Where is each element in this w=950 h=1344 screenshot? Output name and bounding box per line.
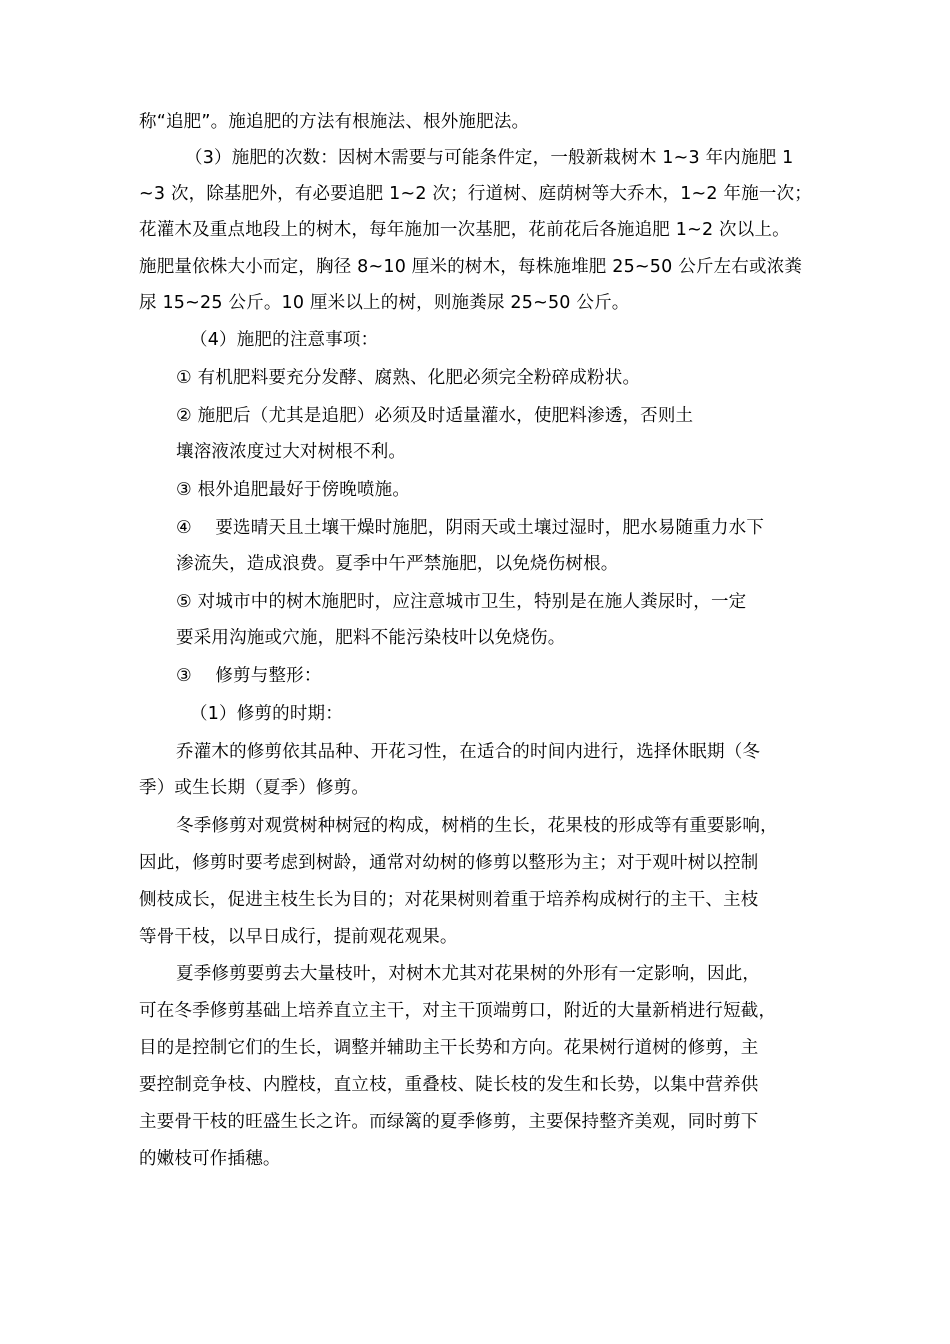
- text-line-9: ② 施肥后（尤其是追肥）必须及时适量灌水，使肥料渗透，否则土: [176, 406, 694, 426]
- text-line-20: 冬季修剪对观赏树种树冠的构成，树梢的生长，花果枝的形成等有重要影响，: [176, 816, 778, 836]
- text-line-12: ④ 要选晴天且土壤干燥时施肥，阴雨天或土壤过湿时，肥水易随重力水下: [176, 518, 765, 538]
- text-line-25: 可在冬季修剪基础上培养直立主干，对主干顶端剪口，附近的大量新梢进行短截，: [139, 1001, 777, 1021]
- text-line-8: ① 有机肥料要充分发酵、腐熟、化肥必须完全粉碎成粉状。: [176, 368, 641, 388]
- text-line-22: 侧枝成长，促进主枝生长为目的；对花果树则着重于培养构成树行的主干、主枝: [139, 890, 759, 910]
- text-line-7: （4）施肥的注意事项：: [190, 330, 379, 350]
- text-line-11: ③ 根外追肥最好于傍晚喷施。: [176, 480, 411, 500]
- text-line-26: 目的是控制它们的生长，调整并辅助主干长势和方向。花果树行道树的修剪，主: [139, 1038, 759, 1058]
- text-line-18: 乔灌木的修剪依其品种、开花习性，在适合的时间内进行，选择休眠期（冬: [176, 742, 761, 762]
- text-line-10: 壤溶液浓度过大对树根不利。: [176, 442, 407, 462]
- text-line-3: ~3 次，除基肥外，有必要追肥 1~2 次；行道树、庭荫树等大乔木，1~2 年施一次；: [139, 184, 813, 204]
- text-line-1: 称“追肥”。施追肥的方法有根施法、根外施肥法。: [139, 112, 530, 132]
- text-line-23: 等骨干枝，以早日成行，提前观花观果。: [139, 927, 458, 947]
- text-line-14: ⑤ 对城市中的树木施肥时，应注意城市卫生，特别是在施人粪尿时，一定: [176, 592, 747, 612]
- text-line-4: 花灌木及重点地段上的树木，每年施加一次基肥，花前花后各施追肥 1~2 次以上。: [139, 220, 790, 240]
- text-line-21: 因此，修剪时要考虑到树龄，通常对幼树的修剪以整形为主；对于观叶树以控制: [139, 853, 759, 873]
- text-line-13: 渗流失，造成浪费。夏季中午严禁施肥，以免烧伤树根。: [176, 554, 619, 574]
- text-line-29: 的嫩枝可作插穗。: [139, 1149, 281, 1169]
- text-line-15: 要采用沟施或穴施，肥料不能污染枝叶以免烧伤。: [176, 628, 566, 648]
- text-line-24: 夏季修剪要剪去大量枝叶，对树木尤其对花果树的外形有一定影响，因此，: [176, 964, 761, 984]
- text-line-6: 尿 15~25 公斤。10 厘米以上的树，则施粪尿 25~50 公斤。: [139, 293, 630, 313]
- text-line-27: 要控制竞争枝、内膛枝，直立枝，重叠枝、陡长枝的发生和长势，以集中营养供: [139, 1075, 759, 1095]
- text-line-16: ③ 修剪与整形：: [176, 666, 322, 686]
- text-line-28: 主要骨干枝的旺盛生长之许。而绿篱的夏季修剪，主要保持整齐美观，同时剪下: [139, 1112, 759, 1132]
- text-line-17: （1）修剪的时期：: [190, 704, 343, 724]
- text-line-19: 季）或生长期（夏季）修剪。: [139, 778, 370, 798]
- text-line-2: （3）施肥的次数：因树木需要与可能条件定，一般新栽树木 1~3 年内施肥 1: [185, 148, 794, 168]
- text-line-5: 施肥量依株大小而定，胸径 8~10 厘米的树木，每株施堆肥 25~50 公斤左右或浓粪: [139, 257, 803, 277]
